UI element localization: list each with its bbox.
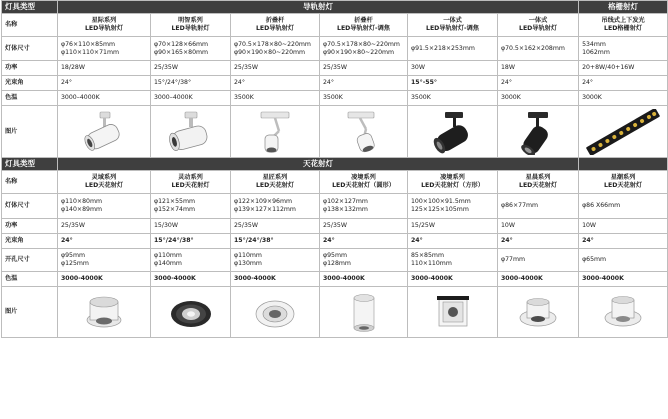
ceiling-square-light-icon (428, 290, 478, 334)
product-temp: 3000–4000K (151, 91, 231, 106)
product-angle: 24° (320, 76, 408, 91)
top-type-label: 灯具类型 (2, 1, 58, 14)
product-size: φ91.5×218×253mm (408, 37, 498, 61)
folding-track-light-icon (245, 109, 305, 155)
product-power: 15/30W (151, 219, 231, 234)
product-power: 18/28W (58, 61, 151, 76)
product-temp: 3500K (231, 91, 320, 106)
product-hole: φ95mm φ125mm (58, 249, 151, 272)
product-name: 一体式 LED导轨射灯 (498, 14, 579, 37)
product-angle: 15°/24°/38° (231, 234, 320, 249)
product-power: 25/35W (320, 219, 408, 234)
product-size: φ70.5×178×80~220mm φ90×190×80~220mm (320, 37, 408, 61)
product-temp: 3000-4000K (498, 272, 579, 287)
product-hole: φ95mm φ128mm (320, 249, 408, 272)
product-hole: φ65mm (579, 249, 668, 272)
row-label-image: 图片 (2, 287, 58, 338)
ceiling-downlight-white-icon (513, 290, 563, 334)
product-temp: 3000K (579, 91, 668, 106)
product-name: 一体式 LED导轨射灯-调焦 (408, 14, 498, 37)
product-temp: 3000-4000K (58, 272, 151, 287)
ceiling-downlight-black-icon (166, 290, 216, 334)
product-size: φ76×110×85mm φ110×110×71mm (58, 37, 151, 61)
product-angle: 24° (408, 234, 498, 249)
product-name: 折叠杆 LED导轨射灯-调焦 (320, 14, 408, 37)
product-temp: 3000-4000K (151, 272, 231, 287)
product-name: 灵动系列 LED天花射灯 (151, 171, 231, 194)
spec-table (1, 0, 668, 338)
ceiling-downlight-white-icon (598, 290, 648, 334)
product-name: 星潮系列 LED天花射灯 (579, 171, 668, 194)
bottom-group-title: 天花射灯 (58, 158, 579, 171)
product-size: φ70×128×66mm φ90×165×80mm (151, 37, 231, 61)
product-angle: 24° (579, 76, 668, 91)
top-size-row (2, 37, 668, 61)
product-hole: φ77mm (498, 249, 579, 272)
product-size: φ86×77mm (498, 194, 579, 219)
product-size: φ121×55mm φ152×74mm (151, 194, 231, 219)
product-name: 星匠系列 LED天花射灯 (231, 171, 320, 194)
product-power: 10W (498, 219, 579, 234)
product-power: 25/35W (231, 61, 320, 76)
product-name: 凌境系列 LED天花射灯（圆形） (320, 171, 408, 194)
top-name-row (2, 14, 668, 37)
product-name: 星晨系列 LED天花射灯 (498, 171, 579, 194)
bottom-hole-row (2, 249, 668, 272)
product-power: 25/35W (231, 219, 320, 234)
row-label-name: 名称 (2, 171, 58, 194)
product-size: 534mm 1062mm (579, 37, 668, 61)
top-group-title: 导轨射灯 (58, 1, 579, 14)
product-power: 25/35W (58, 219, 151, 234)
top-angle-row (2, 76, 668, 91)
product-size: φ102×127mm φ138×132mm (320, 194, 408, 219)
bottom-angle-row (2, 234, 668, 249)
ceiling-downlight-white-icon (250, 290, 300, 334)
folding-track-light-icon (334, 109, 394, 155)
row-label-name: 名称 (2, 14, 58, 37)
bottom-temp-row (2, 272, 668, 287)
product-power: 25/35W (151, 61, 231, 76)
top-image-row (2, 106, 668, 158)
product-angle: 24° (498, 234, 579, 249)
product-power: 20+8W/40+16W (579, 61, 668, 76)
top-power-row (2, 61, 668, 76)
product-power: 15/25W (408, 219, 498, 234)
product-size: φ86 X66mm (579, 194, 668, 219)
product-name: 灵域系列 LED天花射灯 (58, 171, 151, 194)
product-angle: 15°/24°/38° (151, 76, 231, 91)
row-label-power: 功率 (2, 61, 58, 76)
product-temp: 3000-4000K (231, 272, 320, 287)
top-group-title-2: 格栅射灯 (579, 1, 668, 14)
product-size: φ70.5×162×208mm (498, 37, 579, 61)
track-spotlight-white-icon (74, 110, 134, 154)
product-power: 18W (498, 61, 579, 76)
product-name: 明智系列 LED导轨射灯 (151, 14, 231, 37)
product-power: 10W (579, 219, 668, 234)
product-name: 星际系列 LED导轨射灯 (58, 14, 151, 37)
product-name: 吊线式上下发光 LED格栅射灯 (579, 14, 668, 37)
bottom-size-row (2, 194, 668, 219)
product-size: φ122×109×96mm φ139×127×112mm (231, 194, 320, 219)
product-angle: 24° (231, 76, 320, 91)
ceiling-downlight-white-icon (79, 290, 129, 334)
product-temp: 3500K (408, 91, 498, 106)
product-angle: 15°/24°/38° (151, 234, 231, 249)
product-hole: 85×85mm 110×110mm (408, 249, 498, 272)
row-label-temp: 色温 (2, 91, 58, 106)
row-label-angle: 光束角 (2, 76, 58, 91)
product-angle: 24° (320, 234, 408, 249)
track-spotlight-black-icon (508, 109, 568, 155)
bottom-type-label: 灯具类型 (2, 158, 58, 171)
product-temp: 3000–4000K (58, 91, 151, 106)
product-name: 凌境系列 LED天花射灯（方形） (408, 171, 498, 194)
bottom-power-row (2, 219, 668, 234)
product-name: 折叠杆 LED导轨射灯 (231, 14, 320, 37)
product-hole: φ110mm φ140mm (151, 249, 231, 272)
product-power: 25/35W (320, 61, 408, 76)
row-label-size: 灯体尺寸 (2, 37, 58, 61)
product-size: φ70.5×178×80~220mm φ90×190×80~220mm (231, 37, 320, 61)
top-temp-row (2, 91, 668, 106)
row-label-hole: 开孔尺寸 (2, 249, 58, 272)
product-angle: 24° (579, 234, 668, 249)
row-label-power: 功率 (2, 219, 58, 234)
product-temp: 3000-4000K (320, 272, 408, 287)
product-angle: 24° (498, 76, 579, 91)
product-temp: 3500K (320, 91, 408, 106)
top-header-row (2, 1, 668, 14)
product-temp: 3000-4000K (408, 272, 498, 287)
product-temp: 3000K (498, 91, 579, 106)
ceiling-cylinder-light-icon (339, 290, 389, 334)
bottom-name-row (2, 171, 668, 194)
bottom-header-row (2, 158, 668, 171)
product-size: 100×100×91.5mm 125×125×105mm (408, 194, 498, 219)
product-angle: 24° (58, 234, 151, 249)
row-label-image: 图片 (2, 106, 58, 158)
track-spotlight-white-icon (161, 110, 221, 154)
product-size: φ110×80mm φ140×89mm (58, 194, 151, 219)
product-temp: 3000-4000K (579, 272, 668, 287)
product-power: 30W (408, 61, 498, 76)
track-spotlight-black-icon (423, 109, 483, 155)
row-label-temp: 色温 (2, 272, 58, 287)
bottom-image-row (2, 287, 668, 338)
row-label-size: 灯体尺寸 (2, 194, 58, 219)
product-hole: φ110mm φ130mm (231, 249, 320, 272)
grille-light-bar-icon (581, 109, 665, 155)
product-angle: 24° (58, 76, 151, 91)
product-angle: 15°-55° (408, 76, 498, 91)
row-label-angle: 光束角 (2, 234, 58, 249)
